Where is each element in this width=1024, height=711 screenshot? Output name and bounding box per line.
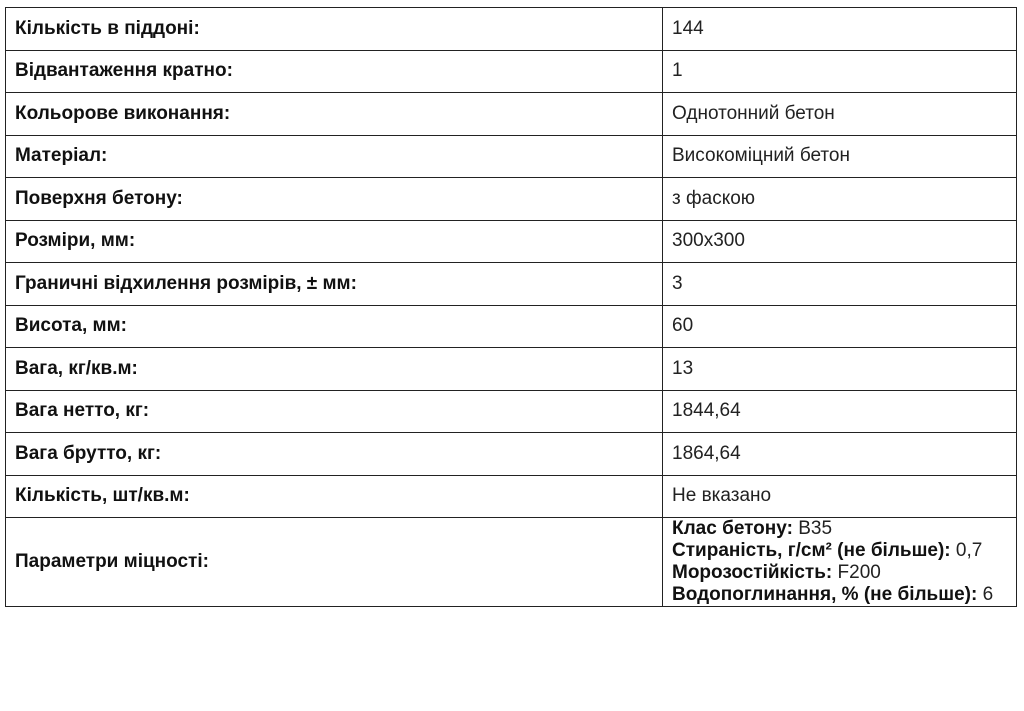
spec-value: 1844,64 bbox=[663, 390, 1017, 433]
spec-label: Висота, мм: bbox=[6, 305, 663, 348]
spec-row-dimensions bbox=[6, 220, 1017, 263]
spec-row-pieces-per-sqm bbox=[6, 475, 1017, 518]
strength-param-abrasion bbox=[672, 540, 1007, 562]
spec-label: Граничні відхилення розмірів, ± мм: bbox=[6, 263, 663, 306]
spec-value: Не вказано bbox=[663, 475, 1017, 518]
spec-row-color bbox=[6, 93, 1017, 136]
spec-label: Розміри, мм: bbox=[6, 220, 663, 263]
spec-value: з фаскою bbox=[663, 178, 1017, 221]
strength-param-water-absorption bbox=[672, 584, 1007, 606]
param-name: Клас бетону: bbox=[672, 518, 793, 539]
spec-label: Матеріал: bbox=[6, 135, 663, 178]
param-value: B35 bbox=[798, 518, 833, 539]
spec-row-pallet-quantity bbox=[6, 8, 1017, 51]
param-name: Стираність, г/см² (не більше): bbox=[672, 540, 951, 561]
spec-row-height bbox=[6, 305, 1017, 348]
param-value: 0,7 bbox=[955, 540, 983, 561]
spec-value: 144 bbox=[663, 8, 1017, 51]
spec-label: Вага брутто, кг: bbox=[6, 433, 663, 476]
param-name: Водопоглинання, % (не більше): bbox=[672, 584, 978, 605]
spec-label: Поверхня бетону: bbox=[6, 178, 663, 221]
spec-value: 60 bbox=[663, 305, 1017, 348]
spec-label: Вага нетто, кг: bbox=[6, 390, 663, 433]
spec-value: Високоміцний бетон bbox=[663, 135, 1017, 178]
specifications-body bbox=[6, 8, 1017, 607]
spec-label: Кількість в піддоні: bbox=[6, 8, 663, 51]
spec-value: 13 bbox=[663, 348, 1017, 391]
spec-value: 300x300 bbox=[663, 220, 1017, 263]
spec-row-tolerance bbox=[6, 263, 1017, 306]
spec-row-shipment-multiple bbox=[6, 50, 1017, 93]
spec-label: Кольорове виконання: bbox=[6, 93, 663, 136]
spec-row-gross-weight bbox=[6, 433, 1017, 476]
spec-row-surface bbox=[6, 178, 1017, 221]
param-value: F200 bbox=[837, 562, 881, 583]
param-value: 6 bbox=[982, 584, 994, 605]
param-name: Морозостійкість: bbox=[672, 562, 833, 583]
spec-label: Параметри міцності: bbox=[6, 518, 663, 607]
spec-value: 1864,64 bbox=[663, 433, 1017, 476]
strength-param-concrete-class bbox=[672, 518, 1007, 540]
spec-value: 1 bbox=[663, 50, 1017, 93]
spec-row-material bbox=[6, 135, 1017, 178]
spec-label: Кількість, шт/кв.м: bbox=[6, 475, 663, 518]
strength-param-frost-resistance bbox=[672, 562, 1007, 584]
specifications-table bbox=[5, 7, 1017, 607]
spec-value: Однотонний бетон bbox=[663, 93, 1017, 136]
spec-row-weight-per-sqm bbox=[6, 348, 1017, 391]
spec-label: Відвантаження кратно: bbox=[6, 50, 663, 93]
spec-row-net-weight bbox=[6, 390, 1017, 433]
strength-params bbox=[663, 518, 1017, 607]
spec-value: 3 bbox=[663, 263, 1017, 306]
spec-label: Вага, кг/кв.м: bbox=[6, 348, 663, 391]
spec-row-strength bbox=[6, 518, 1017, 607]
